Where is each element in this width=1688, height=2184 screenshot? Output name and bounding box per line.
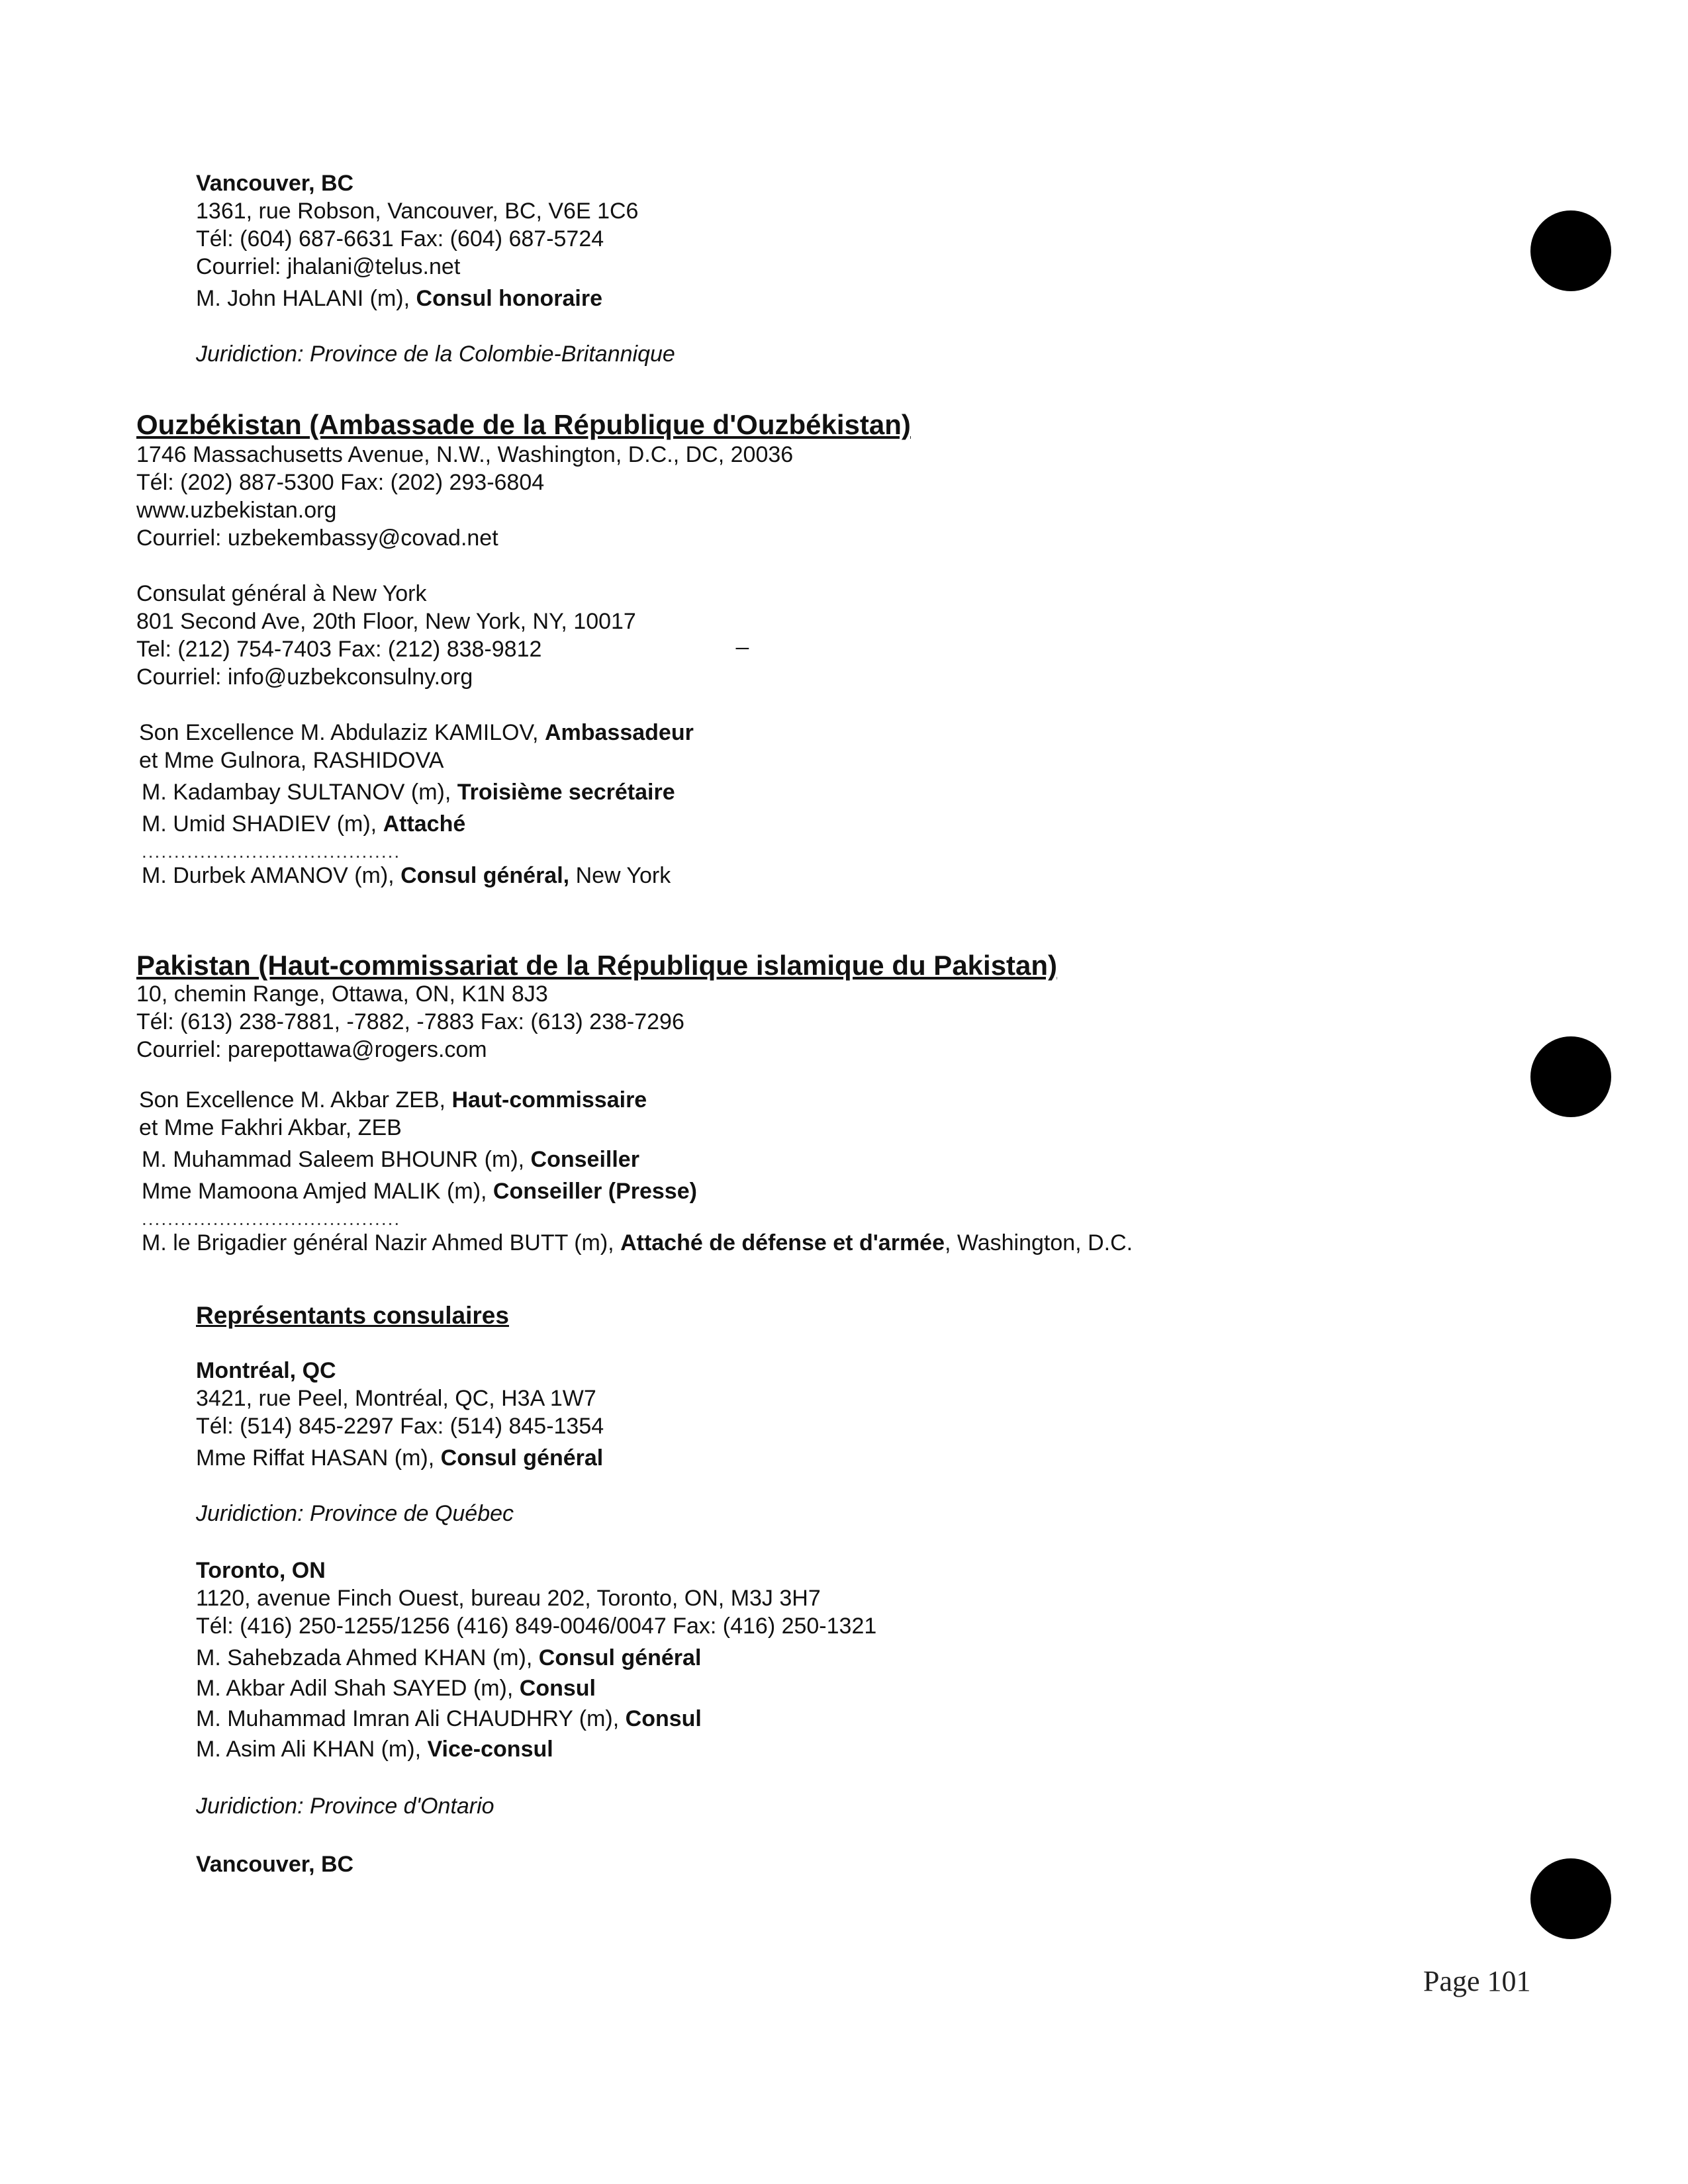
staff-title: Conseiller xyxy=(530,1147,639,1172)
staff-title: Conseiller (Presse) xyxy=(492,1179,697,1204)
staff-entry xyxy=(196,1705,876,1733)
jurisdiction: Juridiction: Province d'Ontario xyxy=(196,1794,494,1819)
staff-name: M. le Brigadier général Nazir Ahmed BUTT (m), xyxy=(142,1230,621,1255)
email: Courriel: jhalani@telus.net xyxy=(196,254,461,279)
staff-title: Troisième secrétaire xyxy=(457,780,675,805)
stray-dash: _ xyxy=(736,625,749,650)
dotted-separator: ........................................ xyxy=(142,1208,401,1229)
consular-representatives xyxy=(196,1301,876,1878)
jurisdiction: Juridiction: Province de la Colombie-Britannique xyxy=(196,341,675,367)
country-heading: Ouzbékistan (Ambassade de la République d'Ouzbékistan) xyxy=(136,409,911,440)
staff-list xyxy=(139,1086,1133,1257)
phone-fax: Tél: (514) 845-2297 Fax: (514) 845-1354 xyxy=(196,1414,604,1439)
staff-name: M. Sahebzada Ahmed KHAN (m), xyxy=(196,1645,539,1670)
staff-name: M. Asim Ali KHAN (m), xyxy=(196,1737,428,1762)
staff-title: Consul général xyxy=(538,1645,702,1670)
staff-name: M. Kadambay SULTANOV (m), xyxy=(142,780,457,805)
staff-entry xyxy=(142,1146,1133,1173)
staff-title: Consul général, xyxy=(400,863,570,888)
punch-hole xyxy=(1530,1858,1611,1939)
staff-location: , Washington, D.C. xyxy=(945,1230,1133,1255)
address: 3421, rue Peel, Montréal, QC, H3A 1W7 xyxy=(196,1386,596,1411)
staff-entry xyxy=(196,1735,876,1763)
page-number: Page 101 xyxy=(1423,1965,1531,1997)
address: 10, chemin Range, Ottawa, ON, K1N 8J3 xyxy=(136,981,548,1007)
person-title: Consul honoraire xyxy=(416,286,602,311)
toronto-consulate xyxy=(196,1557,876,1820)
address: 1361, rue Robson, Vancouver, BC, V6E 1C6 xyxy=(196,199,639,224)
staff-title: Ambassadeur xyxy=(544,720,694,745)
staff-name: Son Excellence M. Akbar ZEB, xyxy=(139,1087,452,1113)
staff-name: M. Umid SHADIEV (m), xyxy=(142,811,383,837)
montreal-consulate xyxy=(196,1357,876,1527)
country-heading: Pakistan (Haut-commissariat de la République islamique du Pakistan) xyxy=(136,950,1058,981)
staff-entry xyxy=(196,1674,876,1702)
city-heading: Toronto, ON xyxy=(196,1558,326,1583)
punch-hole xyxy=(1530,210,1611,291)
phone-fax: Tél: (416) 250-1255/1256 (416) 849-0046/0047 Fax: (416) 250-1321 xyxy=(196,1614,877,1639)
staff-entry xyxy=(142,810,911,838)
website: www.uzbekistan.org xyxy=(136,498,337,523)
staff-name: M. Durbek AMANOV (m), xyxy=(142,863,401,888)
phone-fax: Tél: (613) 238-7881, -7882, -7883 Fax: (613) 238-7296 xyxy=(136,1009,684,1034)
pakistan-section xyxy=(136,951,1133,1257)
consulate-name: Consulat général à New York xyxy=(136,581,427,606)
phone-fax: Tél: (604) 687-6631 Fax: (604) 687-5724 xyxy=(196,226,604,251)
phone-fax: Tél: (202) 887-5300 Fax: (202) 293-6804 xyxy=(136,470,545,495)
spouse: et Mme Gulnora, RASHIDOVA xyxy=(139,748,444,773)
staff-name: M. Muhammad Saleem BHOUNR (m), xyxy=(142,1147,531,1172)
jurisdiction: Juridiction: Province de Québec xyxy=(196,1501,514,1526)
staff-name: M. Akbar Adil Shah SAYED (m), xyxy=(196,1676,520,1701)
staff-entry xyxy=(142,1177,1133,1205)
staff-list xyxy=(139,719,911,889)
staff-title: Attaché de défense et d'armée xyxy=(620,1230,945,1255)
punch-hole xyxy=(1530,1036,1611,1117)
person-name: Mme Riffat HASAN (m), xyxy=(196,1445,441,1471)
address: 1120, avenue Finch Ouest, bureau 202, Toronto, ON, M3J 3H7 xyxy=(196,1586,821,1611)
consular-heading: Représentants consulaires xyxy=(196,1302,509,1329)
person-entry xyxy=(196,1444,876,1472)
staff-title: Consul xyxy=(625,1706,702,1731)
staff-name: M. Muhammad Imran Ali CHAUDHRY (m), xyxy=(196,1706,626,1731)
staff-entry xyxy=(139,1086,1133,1114)
address: 1746 Massachusetts Avenue, N.W., Washington, D.C., DC, 20036 xyxy=(136,442,794,467)
vancouver-consulate xyxy=(196,1850,876,1878)
city-heading: Vancouver, BC xyxy=(196,1852,354,1877)
consul-entry xyxy=(142,862,911,889)
person-title: Consul général xyxy=(440,1445,604,1471)
consulate-new-york xyxy=(136,580,911,691)
staff-title: Attaché xyxy=(383,811,466,837)
staff-entry xyxy=(196,1644,876,1672)
email: Courriel: parepottawa@rogers.com xyxy=(136,1037,487,1062)
staff-title: Consul xyxy=(519,1676,596,1701)
staff-name: Mme Mamoona Amjed MALIK (m), xyxy=(142,1179,493,1204)
uzbekistan-section xyxy=(136,409,911,889)
person-entry xyxy=(196,285,675,312)
consulate-address: 801 Second Ave, 20th Floor, New York, NY, 10017 xyxy=(136,609,636,634)
city-heading: Vancouver, BC xyxy=(196,171,354,196)
consulate-email: Courriel: info@uzbekconsulny.org xyxy=(136,664,473,690)
staff-location: New York xyxy=(569,863,671,888)
vancouver-consulate-top xyxy=(196,169,675,368)
city-heading: Montréal, QC xyxy=(196,1358,336,1383)
person-name: M. John HALANI (m), xyxy=(196,286,416,311)
staff-title: Haut-commissaire xyxy=(451,1087,647,1113)
dotted-separator: ........................................ xyxy=(142,841,401,862)
staff-name: Son Excellence M. Abdulaziz KAMILOV, xyxy=(139,720,545,745)
attache-entry xyxy=(142,1229,1133,1257)
email: Courriel: uzbekembassy@covad.net xyxy=(136,525,498,551)
consulate-phone: Tel: (212) 754-7403 Fax: (212) 838-9812 xyxy=(136,637,542,662)
staff-entry xyxy=(142,778,911,806)
staff-title: Vice-consul xyxy=(427,1737,553,1762)
staff-entry xyxy=(139,719,911,747)
spouse: et Mme Fakhri Akbar, ZEB xyxy=(139,1115,402,1140)
